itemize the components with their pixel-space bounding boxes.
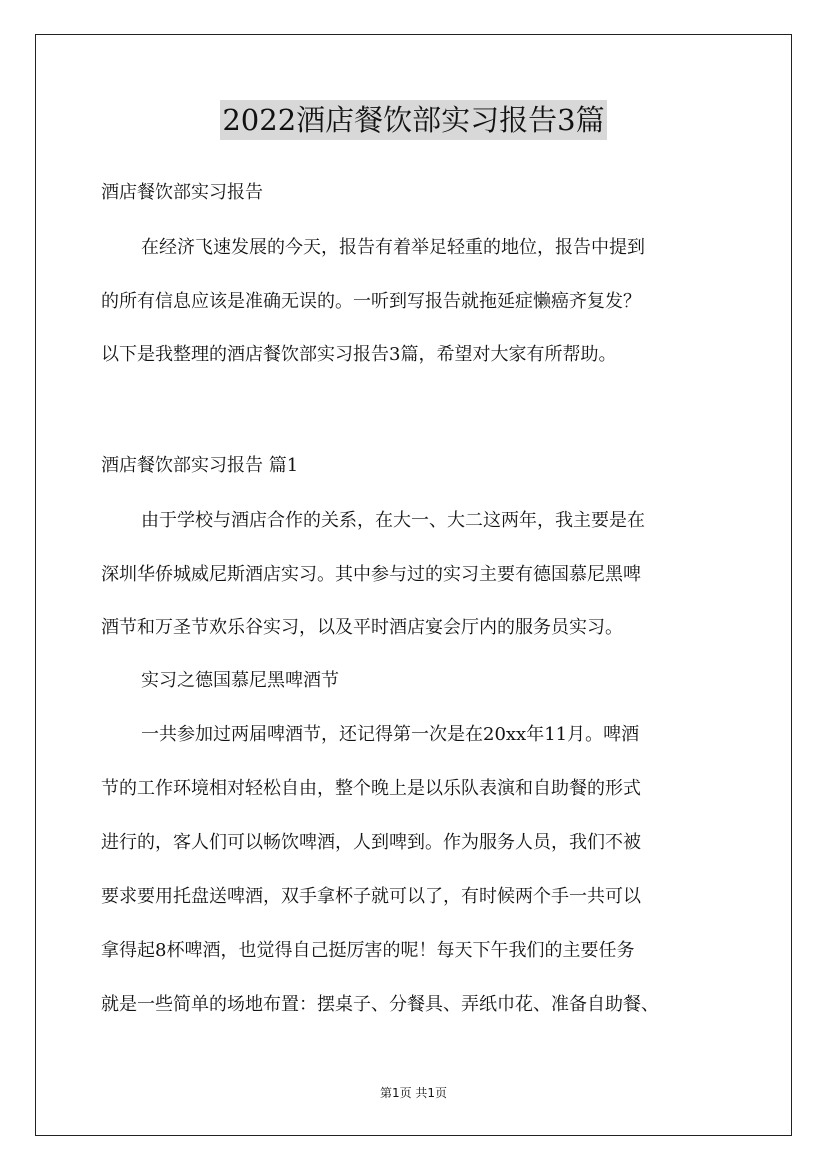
paragraph-line: 由于学校与酒店合作的关系，在大一、大二这两年，我主要是在 bbox=[141, 510, 645, 531]
page-footer: 第1页 共1页 bbox=[379, 1086, 448, 1100]
paragraph-line: 酒节和万圣节欢乐谷实习，以及平时酒店宴会厅内的服务员实习。 bbox=[101, 617, 623, 638]
section-heading: 酒店餐饮部实习报告 bbox=[101, 182, 263, 203]
paragraph-line: 要求要用托盘送啤酒，双手拿杯子就可以了，有时候两个手一共可以 bbox=[101, 886, 641, 907]
subsection-heading: 实习之德国慕尼黑啤酒节 bbox=[141, 670, 339, 691]
paragraph-line: 节的工作环境相对轻松自由，整个晚上是以乐队表演和自助餐的形式 bbox=[101, 778, 641, 799]
paragraph-line: 的所有信息应该是准确无误的。一听到写报告就拖延症懒癌齐复发？ bbox=[101, 291, 641, 312]
title-container bbox=[0, 100, 827, 140]
paragraph-line: 深圳华侨城威尼斯酒店实习。其中参与过的实习主要有德国慕尼黑啤 bbox=[101, 564, 641, 585]
document-title: 2022酒店餐饮部实习报告3篇 bbox=[220, 100, 606, 140]
paragraph-line: 就是一些简单的场地布置：摆桌子、分餐具、弄纸巾花、准备自助餐、 bbox=[101, 994, 659, 1015]
paragraph-line: 进行的，客人们可以畅饮啤酒，人到啤到。作为服务人员，我们不被 bbox=[101, 832, 641, 853]
section-heading: 酒店餐饮部实习报告 篇1 bbox=[101, 455, 299, 476]
paragraph-line: 拿得起8杯啤酒，也觉得自己挺厉害的呢！每天下午我们的主要任务 bbox=[101, 940, 635, 961]
paragraph-line: 以下是我整理的酒店餐饮部实习报告3篇，希望对大家有所帮助。 bbox=[101, 344, 617, 365]
paragraph-line: 一共参加过两届啤酒节，还记得第一次是在20xx年11月。啤酒 bbox=[141, 724, 640, 745]
paragraph-line: 在经济飞速发展的今天，报告有着举足轻重的地位，报告中提到 bbox=[141, 237, 645, 258]
